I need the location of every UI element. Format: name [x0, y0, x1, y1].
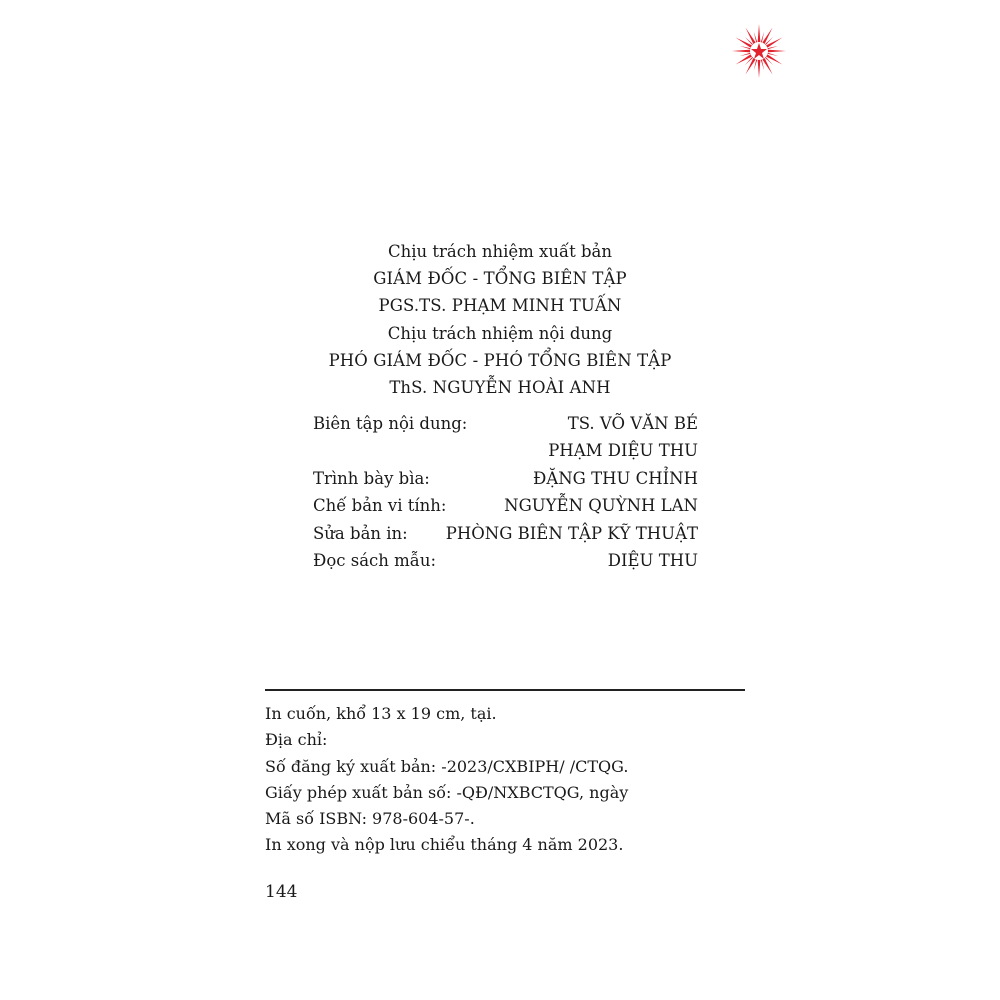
staff-row	[313, 465, 698, 492]
colophon-line: In cuốn, khổ 13 x 19 cm, tại.	[265, 704, 497, 723]
responsibility-line: PHÓ GIÁM ĐỐC - PHÓ TỔNG BIÊN TẬP	[328, 350, 672, 370]
responsibility-block	[250, 238, 750, 401]
staff-row	[313, 547, 698, 574]
staff-row	[313, 492, 698, 519]
staff-names	[504, 492, 698, 519]
colophon-block	[265, 701, 745, 859]
staff-role: Đọc sách mẫu:	[313, 550, 437, 570]
staff-names	[608, 547, 698, 574]
responsibility-line: GIÁM ĐỐC - TỔNG BIÊN TẬP	[373, 269, 627, 289]
staff-name: DIỆU THU	[607, 550, 698, 570]
staff-names	[533, 465, 698, 492]
page-number: 144	[265, 882, 298, 902]
colophon-line: In xong và nộp lưu chiểu tháng 4 năm 2023.	[265, 835, 624, 855]
staff-name: ĐẶNG THU CHỈNH	[533, 468, 698, 488]
publisher-logo-icon	[730, 22, 788, 80]
colophon-line: Địa chỉ:	[265, 730, 328, 750]
responsibility-line: Chịu trách nhiệm xuất bản	[388, 242, 612, 261]
colophon-line: Số đăng ký xuất bản: -2023/CXBIPH/ /CTQG.	[265, 756, 629, 776]
staff-role: Sửa bản in:	[313, 523, 408, 543]
staff-name: PHÒNG BIÊN TẬP KỸ THUẬT	[445, 523, 698, 543]
divider-line	[265, 689, 745, 691]
staff-names	[548, 410, 698, 465]
responsibility-line: Chịu trách nhiệm nội dung	[387, 323, 613, 343]
staff-row	[313, 410, 698, 465]
staff-role: Chế bản vi tính:	[313, 496, 447, 516]
staff-names	[446, 520, 698, 547]
responsibility-line: ThS. NGUYỄN HOÀI ANH	[389, 378, 611, 398]
staff-role: Biên tập nội dung:	[313, 414, 468, 433]
staff-role: Trình bày bìa:	[313, 468, 430, 488]
editorial-staff-list	[313, 410, 698, 574]
staff-name: NGUYỄN QUỲNH LAN	[504, 496, 698, 516]
colophon-line: Mã số ISBN: 978-604-57-.	[265, 809, 475, 829]
colophon-line: Giấy phép xuất bản số: -QĐ/NXBCTQG, ngày	[265, 782, 629, 802]
staff-name: PHẠM DIỆU THU	[548, 441, 698, 461]
responsibility-line: PGS.TS. PHẠM MINH TUẤN	[378, 296, 622, 316]
star-emblem-icon	[730, 22, 788, 80]
staff-name: TS. VÕ VĂN BÉ	[567, 414, 698, 433]
staff-row	[313, 520, 698, 547]
